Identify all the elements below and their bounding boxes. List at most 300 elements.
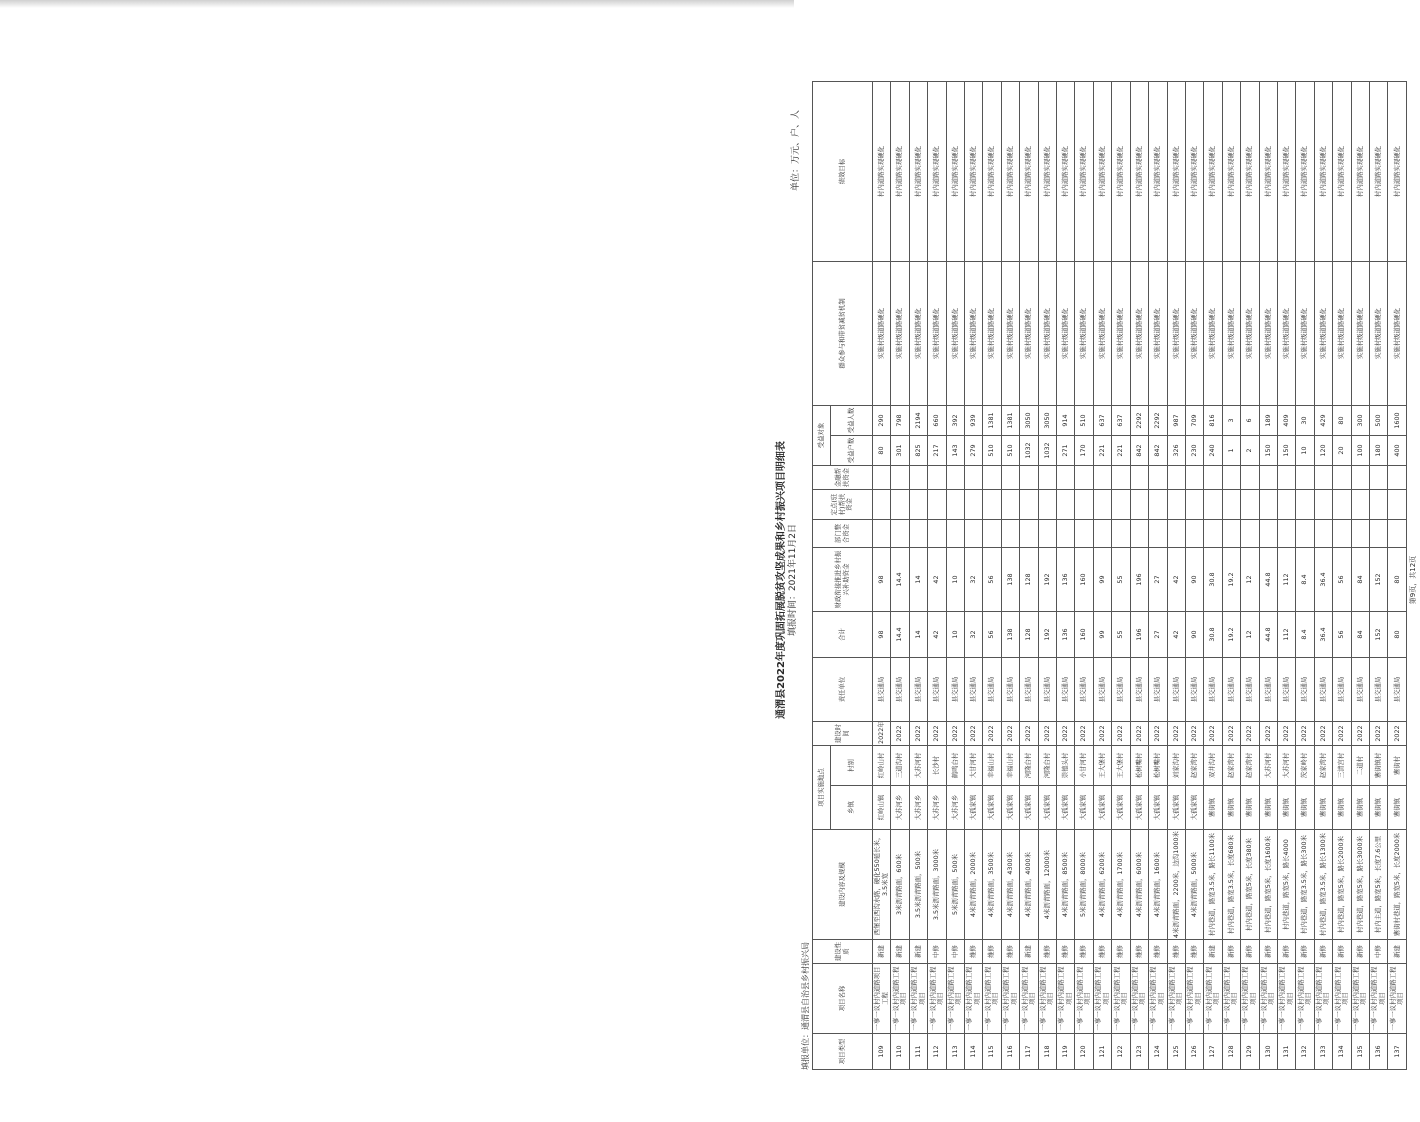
cell-households: 180 — [1369, 436, 1387, 466]
cell-dept — [1296, 520, 1314, 548]
cell-village: 三清宫村 — [1333, 746, 1351, 786]
cell-time: 2022 — [1130, 722, 1148, 746]
header-mechanism: 群众参与和带贫减贫机制 — [813, 262, 873, 406]
cell-population: 189 — [1259, 406, 1277, 436]
cell-households: 842 — [1130, 436, 1148, 466]
table-row — [1259, 82, 1277, 1070]
cell-content: 寨街村巷道，路宽5米，长度2000米 — [1388, 830, 1407, 940]
cell-name: 一事一议村内道路工程项目 — [1149, 964, 1167, 1034]
cell-fiscal: 14.4 — [891, 548, 909, 612]
cell-population: 500 — [1369, 406, 1387, 436]
table-row — [1093, 82, 1111, 1070]
cell-total: 44.8 — [1259, 612, 1277, 658]
cell-unit: 县交通局 — [1259, 658, 1277, 722]
cell-finance — [1222, 466, 1240, 490]
cell-households: 326 — [1167, 436, 1185, 466]
cell-fiscal: 19.2 — [1222, 548, 1240, 612]
cell-village: 寨街村 — [1388, 746, 1407, 786]
header-total: 合计 — [813, 612, 873, 658]
cell-town: 大孤家镇 — [1020, 786, 1038, 830]
cell-population: 637 — [1093, 406, 1111, 436]
cell-fiscal: 138 — [1001, 548, 1019, 612]
cell-content: 村内巷道，路宽5米，长度380米 — [1241, 830, 1259, 940]
cell-finance — [1093, 466, 1111, 490]
cell-village: 松树嘴村 — [1130, 746, 1148, 786]
cell-population: 939 — [965, 406, 983, 436]
cell-mechanism: 实施村级道路硬化 — [1369, 262, 1387, 406]
table-row — [1314, 82, 1332, 1070]
cell-paired — [1351, 490, 1369, 520]
cell-fiscal: 32 — [965, 548, 983, 612]
cell-name: 一事一议村内道路工程项目 — [1388, 964, 1407, 1034]
cell-paired — [1388, 490, 1407, 520]
header-nature: 建设性质 — [813, 940, 873, 964]
cell-population: 3050 — [1020, 406, 1038, 436]
cell-time: 2022年 — [873, 722, 891, 746]
cell-no: 128 — [1222, 1034, 1240, 1070]
cell-population: 6 — [1241, 406, 1259, 436]
cell-name: 一事一议村内道路工程项目 — [891, 964, 909, 1034]
cell-finance — [983, 466, 1001, 490]
cell-finance — [1185, 466, 1203, 490]
cell-households: 510 — [1001, 436, 1019, 466]
cell-no: 126 — [1185, 1034, 1203, 1070]
cell-no: 111 — [909, 1034, 927, 1070]
cell-content: 村内巷道，路宽3.5米，路长300米 — [1296, 830, 1314, 940]
project-table — [812, 81, 1407, 1070]
cell-nature: 中修 — [1369, 940, 1387, 964]
cell-town: 大孤家镇 — [965, 786, 983, 830]
cell-goal: 村内道路实现硬化 — [1020, 82, 1038, 262]
cell-goal: 村内道路实现硬化 — [1241, 82, 1259, 262]
cell-fiscal: 152 — [1369, 548, 1387, 612]
cell-nature: 新修 — [1259, 940, 1277, 964]
cell-no: 125 — [1167, 1034, 1185, 1070]
cell-finance — [1075, 466, 1093, 490]
cell-time: 2022 — [1204, 722, 1222, 746]
cell-no: 114 — [965, 1034, 983, 1070]
cell-time: 2022 — [1185, 722, 1203, 746]
table-row — [1241, 82, 1259, 1070]
header-fiscal: 财政衔接推进乡村振兴补助资金 — [813, 548, 873, 612]
cell-paired — [965, 490, 983, 520]
cell-town: 寨街镇 — [1369, 786, 1387, 830]
cell-finance — [1149, 466, 1167, 490]
table-row — [1167, 82, 1185, 1070]
cell-dept — [1149, 520, 1167, 548]
cell-goal: 村内道路实现硬化 — [946, 82, 964, 262]
cell-mechanism: 实施村级道路硬化 — [1001, 262, 1019, 406]
cell-content: 4米沥青路面，12000米 — [1038, 830, 1056, 940]
cell-village: 长沙村 — [928, 746, 946, 786]
cell-unit: 县交通局 — [1130, 658, 1148, 722]
table-row — [983, 82, 1001, 1070]
cell-mechanism: 实施村级道路硬化 — [1296, 262, 1314, 406]
cell-name: 一事一议村内道路工程项目 — [1130, 964, 1148, 1034]
cell-paired — [1149, 490, 1167, 520]
cell-dept — [1241, 520, 1259, 548]
cell-finance — [1204, 466, 1222, 490]
cell-village: 大苏河村 — [1259, 746, 1277, 786]
cell-goal: 村内道路实现硬化 — [1112, 82, 1130, 262]
cell-mechanism: 实施村级道路硬化 — [1075, 262, 1093, 406]
cell-name: 一事一议村内道路工程项目 — [1351, 964, 1369, 1034]
cell-mechanism: 实施村级道路硬化 — [1038, 262, 1056, 406]
cell-name: 一事一议村内道路工程项目 — [1167, 964, 1185, 1034]
cell-content: 村内巷道，路宽3.5米，长度680米 — [1222, 830, 1240, 940]
cell-content: 西堡至西沟水路，硬化550延长米，3.5米宽 — [873, 830, 891, 940]
cell-nature: 新修 — [1351, 940, 1369, 964]
cell-village: 王大堡村 — [1112, 746, 1130, 786]
cell-population: 30 — [1296, 406, 1314, 436]
table-row — [1149, 82, 1167, 1070]
cell-paired — [1038, 490, 1056, 520]
cell-mechanism: 实施村级道路硬化 — [1204, 262, 1222, 406]
cell-mechanism: 实施村级道路硬化 — [1277, 262, 1295, 406]
cell-total: 80 — [1388, 612, 1407, 658]
cell-dept — [1185, 520, 1203, 548]
cell-dept — [1001, 520, 1019, 548]
cell-mechanism: 实施村级道路硬化 — [946, 262, 964, 406]
cell-village: 鹤鸣台村 — [946, 746, 964, 786]
cell-fiscal: 10 — [946, 548, 964, 612]
cell-goal: 村内道路实现硬化 — [1314, 82, 1332, 262]
cell-fiscal: 160 — [1075, 548, 1093, 612]
cell-goal: 村内道路实现硬化 — [1185, 82, 1203, 262]
cell-households: 80 — [873, 436, 891, 466]
table-row — [1038, 82, 1056, 1070]
cell-nature: 新建 — [891, 940, 909, 964]
table-row — [928, 82, 946, 1070]
cell-goal: 村内道路实现硬化 — [1259, 82, 1277, 262]
cell-no: 117 — [1020, 1034, 1038, 1070]
cell-time: 2022 — [1351, 722, 1369, 746]
cell-name: 一事一议村内道路工程项目 — [1296, 964, 1314, 1034]
cell-population: 392 — [946, 406, 964, 436]
cell-content: 5米沥青路面，8000米 — [1075, 830, 1093, 940]
cell-goal: 村内道路实现硬化 — [1167, 82, 1185, 262]
cell-goal: 村内道路实现硬化 — [1277, 82, 1295, 262]
cell-name: 一事一议村内道路工程项目 — [1277, 964, 1295, 1034]
cell-time: 2022 — [1020, 722, 1038, 746]
cell-no: 121 — [1093, 1034, 1111, 1070]
cell-no: 135 — [1351, 1034, 1369, 1070]
header-content: 建设内容及规模 — [813, 830, 873, 940]
cell-unit: 县交通局 — [965, 658, 983, 722]
cell-content: 4米沥青路面，1700米 — [1112, 830, 1130, 940]
cell-total: 56 — [983, 612, 1001, 658]
header-location: 项目实施地点 — [813, 746, 831, 830]
cell-paired — [1296, 490, 1314, 520]
cell-population: 510 — [1075, 406, 1093, 436]
cell-village: 松树嘴村 — [1149, 746, 1167, 786]
cell-population: 3 — [1222, 406, 1240, 436]
cell-town: 大孤家镇 — [1057, 786, 1075, 830]
cell-total: 138 — [1001, 612, 1019, 658]
cell-mechanism: 实施村级道路硬化 — [1259, 262, 1277, 406]
cell-total: 19.2 — [1222, 612, 1240, 658]
header-population: 受益人数 — [831, 406, 873, 436]
cell-dept — [1259, 520, 1277, 548]
cell-households: 825 — [909, 436, 927, 466]
cell-households: 20 — [1333, 436, 1351, 466]
cell-time: 2022 — [1093, 722, 1111, 746]
cell-town: 大孤家镇 — [1001, 786, 1019, 830]
cell-nature: 新修 — [1222, 940, 1240, 964]
cell-content: 4米沥青路面，3500米 — [983, 830, 1001, 940]
cell-dept — [1277, 520, 1295, 548]
cell-unit: 县交通局 — [928, 658, 946, 722]
cell-time: 2022 — [1149, 722, 1167, 746]
cell-no: 134 — [1333, 1034, 1351, 1070]
cell-goal: 村内道路实现硬化 — [983, 82, 1001, 262]
cell-village: 赵家湾村 — [1241, 746, 1259, 786]
cell-unit: 县交通局 — [1020, 658, 1038, 722]
cell-dept — [1369, 520, 1387, 548]
cell-village: 幸福山村 — [1001, 746, 1019, 786]
cell-name: 一事一议村内道路工程项目 — [965, 964, 983, 1034]
header-name: 项目名称 — [813, 964, 873, 1034]
cell-goal: 村内道路实现硬化 — [873, 82, 891, 262]
cell-no: 130 — [1259, 1034, 1277, 1070]
cell-paired — [1241, 490, 1259, 520]
cell-households: 170 — [1075, 436, 1093, 466]
rotated-sheet — [770, 80, 1420, 1080]
cell-dept — [983, 520, 1001, 548]
cell-content: 村内巷道，路宽3.5米，路长1100米 — [1204, 830, 1222, 940]
cell-dept — [1093, 520, 1111, 548]
cell-goal: 村内道路实现硬化 — [1388, 82, 1407, 262]
cell-finance — [873, 466, 891, 490]
cell-paired — [1020, 490, 1038, 520]
cell-fiscal: 56 — [983, 548, 1001, 612]
filler-label: 填报单位：通渭县自治县乡村振兴局 — [801, 942, 810, 1070]
cell-population: 300 — [1351, 406, 1369, 436]
cell-goal: 村内道路实现硬化 — [1333, 82, 1351, 262]
cell-name: 一事一议村内道路工程项目 — [1222, 964, 1240, 1034]
cell-nature: 中修 — [928, 940, 946, 964]
cell-finance — [891, 466, 909, 490]
cell-nature: 新建 — [873, 940, 891, 964]
cell-town: 大孤家镇 — [1038, 786, 1056, 830]
cell-finance — [1167, 466, 1185, 490]
cell-finance — [1038, 466, 1056, 490]
cell-time: 2022 — [1296, 722, 1314, 746]
cell-finance — [1112, 466, 1130, 490]
cell-nature: 维修 — [1149, 940, 1167, 964]
cell-name: 一事一议村内道路工程项目 — [983, 964, 1001, 1034]
cell-town: 寨街镇 — [1241, 786, 1259, 830]
cell-town: 大孤家镇 — [1185, 786, 1203, 830]
cell-no: 110 — [891, 1034, 909, 1070]
cell-unit: 县交通局 — [1167, 658, 1185, 722]
cell-population: 1381 — [1001, 406, 1019, 436]
cell-unit: 县交通局 — [946, 658, 964, 722]
cell-paired — [1185, 490, 1203, 520]
cell-finance — [1296, 466, 1314, 490]
cell-content: 村内巷道，路宽5米，路长3000米 — [1351, 830, 1369, 940]
cell-total: 112 — [1277, 612, 1295, 658]
header-households: 受益户数 — [831, 436, 873, 466]
cell-households: 1032 — [1020, 436, 1038, 466]
cell-finance — [1130, 466, 1148, 490]
document-title: 通渭县2022年度巩固拓展脱贫攻坚成果和乡村振兴项目明细表 — [776, 441, 787, 719]
cell-nature: 新修 — [1277, 940, 1295, 964]
cell-fiscal: 55 — [1112, 548, 1130, 612]
cell-village: 崇德头村 — [1057, 746, 1075, 786]
cell-paired — [873, 490, 891, 520]
cell-paired — [1369, 490, 1387, 520]
cell-goal: 村内道路实现硬化 — [909, 82, 927, 262]
cell-town: 大苏河乡 — [928, 786, 946, 830]
cell-no: 122 — [1112, 1034, 1130, 1070]
table-row — [1351, 82, 1369, 1070]
cell-goal: 村内道路实现硬化 — [1222, 82, 1240, 262]
cell-nature: 新建 — [1020, 940, 1038, 964]
cell-nature: 维修 — [1093, 940, 1111, 964]
cell-paired — [1112, 490, 1130, 520]
cell-population: 409 — [1277, 406, 1295, 436]
cell-village: 河隆台村 — [1038, 746, 1056, 786]
cell-town: 寨街镇 — [1333, 786, 1351, 830]
cell-unit: 县交通局 — [1388, 658, 1407, 722]
cell-paired — [909, 490, 927, 520]
cell-time: 2022 — [1277, 722, 1295, 746]
cell-unit: 县交通局 — [1112, 658, 1130, 722]
cell-content: 4米沥青路面，2200米，边沟1000米 — [1167, 830, 1185, 940]
cell-fiscal: 42 — [928, 548, 946, 612]
cell-goal: 村内道路实现硬化 — [928, 82, 946, 262]
cell-households: 1032 — [1038, 436, 1056, 466]
cell-unit: 县交通局 — [1093, 658, 1111, 722]
cell-households: 100 — [1351, 436, 1369, 466]
cell-unit: 县交通局 — [873, 658, 891, 722]
cell-total: 10 — [946, 612, 964, 658]
cell-village: 红岭山村 — [873, 746, 891, 786]
cell-no: 133 — [1314, 1034, 1332, 1070]
table-body — [873, 82, 1407, 1070]
cell-no: 119 — [1057, 1034, 1075, 1070]
cell-mechanism: 实施村级道路硬化 — [1222, 262, 1240, 406]
cell-content: 4米沥青路面，2000米 — [965, 830, 983, 940]
cell-fiscal: 192 — [1038, 548, 1056, 612]
cell-unit: 县交通局 — [1333, 658, 1351, 722]
unit-label: 单位：万元、户、人 — [791, 110, 801, 192]
cell-total: 30.8 — [1204, 612, 1222, 658]
cell-nature: 维修 — [1112, 940, 1130, 964]
cell-unit: 县交通局 — [1185, 658, 1203, 722]
cell-no: 115 — [983, 1034, 1001, 1070]
table-row — [946, 82, 964, 1070]
cell-finance — [1277, 466, 1295, 490]
cell-goal: 村内道路实现硬化 — [965, 82, 983, 262]
cell-households: 510 — [983, 436, 1001, 466]
cell-finance — [1369, 466, 1387, 490]
cell-village: 幸福山村 — [983, 746, 1001, 786]
cell-mechanism: 实施村级道路硬化 — [1093, 262, 1111, 406]
cell-content: 3.5米沥青路面，500米 — [909, 830, 927, 940]
cell-finance — [1314, 466, 1332, 490]
table-row — [909, 82, 927, 1070]
cell-fiscal: 128 — [1020, 548, 1038, 612]
cell-village: 赵家湾村 — [1222, 746, 1240, 786]
table-row — [1001, 82, 1019, 1070]
cell-village: 大甘河村 — [965, 746, 983, 786]
cell-mechanism: 实施村级道路硬化 — [1314, 262, 1332, 406]
cell-time: 2022 — [1388, 722, 1407, 746]
cell-no: 137 — [1388, 1034, 1407, 1070]
cell-unit: 县交通局 — [983, 658, 1001, 722]
cell-nature: 新建 — [909, 940, 927, 964]
cell-town: 大苏河乡 — [909, 786, 927, 830]
cell-town: 寨街镇 — [1314, 786, 1332, 830]
cell-total: 196 — [1130, 612, 1148, 658]
table-row — [965, 82, 983, 1070]
cell-population: 2194 — [909, 406, 927, 436]
cell-mechanism: 实施村级道路硬化 — [891, 262, 909, 406]
cell-no: 120 — [1075, 1034, 1093, 1070]
table-row — [1296, 82, 1314, 1070]
cell-unit: 县交通局 — [1351, 658, 1369, 722]
cell-goal: 村内道路实现硬化 — [1038, 82, 1056, 262]
cell-goal: 村内道路实现硬化 — [1075, 82, 1093, 262]
cell-town: 寨街镇 — [1351, 786, 1369, 830]
scan-edge — [0, 0, 794, 8]
cell-households: 150 — [1277, 436, 1295, 466]
cell-nature: 维修 — [1075, 940, 1093, 964]
cell-village: 大苏河村 — [909, 746, 927, 786]
cell-mechanism: 实施村级道路硬化 — [928, 262, 946, 406]
cell-town: 寨街镇 — [1277, 786, 1295, 830]
cell-mechanism: 实施村级道路硬化 — [1185, 262, 1203, 406]
cell-paired — [946, 490, 964, 520]
cell-content: 村内巷道，路宽3.5米，路长1300米 — [1314, 830, 1332, 940]
cell-mechanism: 实施村级道路硬化 — [1388, 262, 1407, 406]
table-row — [1130, 82, 1148, 1070]
cell-fiscal: 196 — [1130, 548, 1148, 612]
cell-goal: 村内道路实现硬化 — [1001, 82, 1019, 262]
cell-no: 109 — [873, 1034, 891, 1070]
cell-finance — [909, 466, 927, 490]
cell-unit: 县交通局 — [1057, 658, 1075, 722]
cell-dept — [1130, 520, 1148, 548]
cell-unit: 县交通局 — [1296, 658, 1314, 722]
cell-dept — [909, 520, 927, 548]
cell-population: 709 — [1185, 406, 1203, 436]
cell-unit: 县交通局 — [891, 658, 909, 722]
cell-population: 3050 — [1038, 406, 1056, 436]
cell-population: 2292 — [1130, 406, 1148, 436]
header-time: 建设时间 — [813, 722, 873, 746]
header-goal: 绩效目标 — [813, 82, 873, 262]
cell-households: 230 — [1185, 436, 1203, 466]
cell-fiscal: 99 — [1093, 548, 1111, 612]
cell-total: 90 — [1185, 612, 1203, 658]
cell-town: 大孤家镇 — [1093, 786, 1111, 830]
cell-village: 二道村 — [1351, 746, 1369, 786]
cell-paired — [983, 490, 1001, 520]
cell-mechanism: 实施村级道路硬化 — [873, 262, 891, 406]
cell-time: 2022 — [1369, 722, 1387, 746]
cell-fiscal: 8.4 — [1296, 548, 1314, 612]
cell-content: 3.5米沥青路面，3000米 — [928, 830, 946, 940]
header-paired: 定点(驻村)帮扶资金 — [813, 490, 873, 520]
cell-total: 32 — [965, 612, 983, 658]
cell-mechanism: 实施村级道路硬化 — [1057, 262, 1075, 406]
cell-town: 大苏河乡 — [891, 786, 909, 830]
cell-population: 80 — [1333, 406, 1351, 436]
cell-time: 2022 — [1167, 722, 1185, 746]
